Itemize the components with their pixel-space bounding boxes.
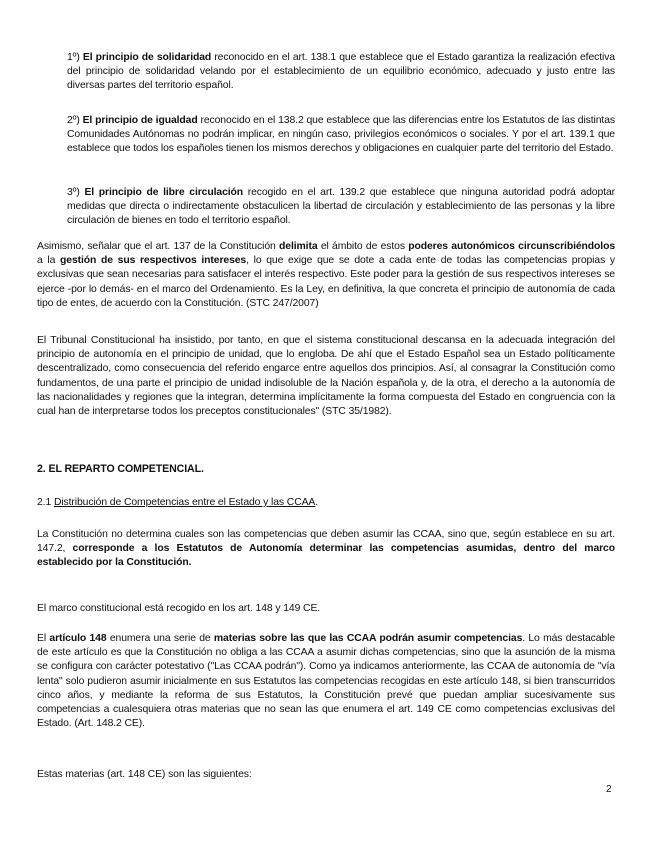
paragraph-igualdad xyxy=(67,114,615,157)
bold-text: materias sobre las que las CCAA podrán asumir competencias xyxy=(213,633,523,644)
paragraph-libre-circulacion xyxy=(67,186,615,229)
text: 2º) xyxy=(67,115,83,126)
bold-text: El principio de igualdad xyxy=(82,115,198,126)
text: Asimismo, señalar que el art. 137 de la Constitución xyxy=(37,241,280,252)
bold-text: corresponde a los Estatutos de Autonomía determinar las competencias asumidas, dentro del marco establecido por la Constitución. xyxy=(37,543,615,569)
paragraph-solidaridad xyxy=(67,51,615,94)
bold-text: gestión de sus respectivos intereses xyxy=(60,255,247,267)
bold-text: delimita xyxy=(279,241,318,252)
paragraph-marco: El marco constitucional está recogido en los art. 148 y 149 CE. xyxy=(37,603,321,614)
text: . xyxy=(315,497,319,508)
paragraph-articulo-148 xyxy=(37,632,615,731)
text: . Lo más destacable de este artículo es que la Constitución no obliga a las CCAA a asumir dichas competencias, sino que la asunción de la misma se configura con carácter potestativo ("Las CCAA podrán"). Como ya indicamos anteriormente, las CCAA de autonomía de "vía lenta" solo pudieron asumir inicialmente en sus Estatutos las competencias recogidas en este artículo 148, si bien transcurridos cinco años, y mediante la reforma de sus Estatutos, la Constitución prevé que puedan ampliar sucesivamente sus competencias a cualesquiera otras materias que no sean las que enumera el art. 149 CE como competencias exclusivas del Estado. (Art. 148.2 CE). xyxy=(37,633,615,730)
text: La Constitución no determina cuales son las competencias que deben asumir las CCAA, sino que, según establece en su art. 147.2, xyxy=(37,529,615,555)
text: reconocido en el art. 138.1 que establece que el Estado garantiza la realización efectiva del principio de solidaridad velando por el establecimiento de un equilibrio económico, adecuado y justo entre las diversas partes del territorio español. xyxy=(67,52,615,92)
paragraph-constitucion xyxy=(37,528,615,571)
text: enumera una serie de xyxy=(106,633,214,644)
section-heading: 2. EL REPARTO COMPETENCIAL. xyxy=(37,463,204,475)
subsection-heading xyxy=(37,496,615,510)
bold-text: El principio de solidaridad xyxy=(82,52,212,63)
text: el ámbito de estos xyxy=(317,241,409,252)
bold-text: artículo 148 xyxy=(49,633,107,644)
text: 3º) xyxy=(67,187,85,198)
bold-text: El principio de libre circulación xyxy=(84,187,244,198)
text: 1º) xyxy=(67,52,83,63)
text: recogido en el art. 139.2 que establece que ninguna autoridad podrá adoptar medidas que directa o indirectamente obstaculicen la libertad de circulación y establecimiento de las personas y la libre circulación de bienes en todo el territorio español. xyxy=(67,187,615,227)
text: El xyxy=(37,633,50,644)
page-number: 2 xyxy=(606,784,612,795)
paragraph-materias: Estas materias (art. 148 CE) son las siguientes: xyxy=(37,769,252,780)
text: , lo que exige que se dote a cada ente de todas las competencias propias y exclusivas que sean necesarias para satisfacer el interés respectivo. Este poder para la gestión de sus respectivos intereses se ejerce -por lo demás- en el marco del Ordenamiento. Es la Ley, en definitiva, la que concreta el principio de autonomía de cada tipo de entes, de acuerdo con la Constitución. (STC 247/2007) xyxy=(37,255,615,309)
paragraph-asimismo xyxy=(37,240,615,311)
subsection-title: Distribución de Competencias entre el Estado y las CCAA xyxy=(53,497,316,508)
subsection-number: 2.1 xyxy=(37,497,54,508)
text: reconocido en el 138.2 que establece que las diferencias entre los Estatutos de las distintas Comunidades Autónomas no podrán implicar, en ningún caso, privilegios económicos o sociales. Y por el art. 139.1 que establece que todos los españoles tienen los mismos derechos y obligaciones en cualquier parte del territorio del Estado. xyxy=(67,115,615,155)
paragraph-tribunal: El Tribunal Constitucional ha insistido, por tanto, en que el sistema constitucional descansa en la adecuada integración del principio de autonomía en el principio de unidad, que lo engloba. De ahí que el Estado Español sea un Estado políticamente descentralizado, como consecuencia del referido engarce entre aquellos dos principios. Así, al consagrar la Constitución como fundamentos, de una parte el principio de unidad indisoluble de la Nación española y, de la otra, el derecho a la autonomía de las nacionalidades y regiones que la integran, determina implícitamente la forma compuesta del Estado en congruencia con la cual han de interpretarse todos los preceptos constitucionales" (STC 35/1982). xyxy=(37,335,615,418)
text: a la xyxy=(37,255,61,267)
bold-text: poderes autonómicos circunscribiéndolos xyxy=(408,241,615,252)
